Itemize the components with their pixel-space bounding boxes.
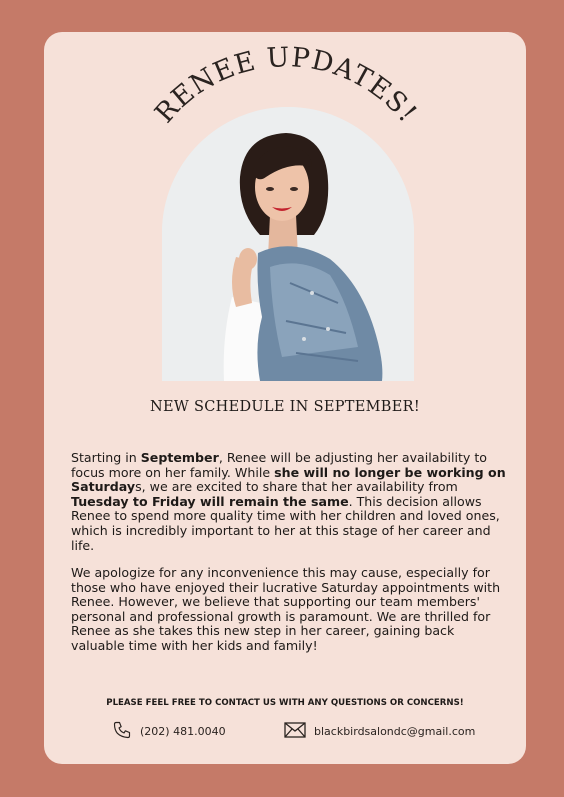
email-address[interactable]: blackbirdsalondc@gmail.com	[314, 724, 476, 738]
renee-photo	[162, 107, 414, 381]
page-title: RENEE UPDATES!	[149, 42, 424, 130]
schedule-heading: NEW SCHEDULE IN SEPTEMBER!	[150, 399, 420, 415]
contact-note: PLEASE FEEL FREE TO CONTACT US WITH ANY QUESTIONS OR CONCERNS!	[106, 698, 464, 708]
paragraph-apology: We apologize for any inconvenience this may cause, especially for those who have enjoyed their lucrative Saturday appointments with Renee. However, we believe that supporting our team members' personal and professional growth is paramount. We are thrilled for Renee as she takes this new step in her career, gaining back valuable time with her kids and family!	[71, 565, 501, 653]
envelope-icon	[284, 722, 306, 741]
paragraph-schedule-change: Starting in September, Renee will be adjusting her availability to focus more on her family. While she will no longer be working on Saturdays, we are excited to share that her availability from Tuesday to Friday will remain the same. This decision allows Renee to spend more quality time with her children and loved ones, which is incredibly important to her at this stage of her career and life.	[71, 450, 506, 553]
flyer-card	[44, 32, 526, 764]
phone-icon	[112, 720, 132, 743]
email-contact[interactable]	[284, 720, 475, 742]
phone-contact[interactable]	[112, 720, 226, 742]
phone-number[interactable]: (202) 481.0040	[140, 724, 226, 738]
